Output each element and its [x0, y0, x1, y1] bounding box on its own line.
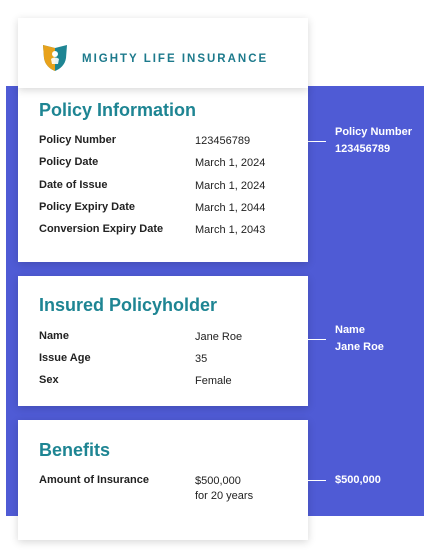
insured-policyholder-card — [18, 276, 308, 406]
row-value: March 1, 2043 — [195, 224, 266, 236]
row-value — [195, 474, 253, 504]
callout-label: Policy Number — [335, 126, 413, 138]
callout-connector — [308, 141, 326, 142]
term-value: for 20 years — [195, 490, 254, 502]
row-value: March 1, 2024 — [195, 157, 266, 169]
policy-information-card — [18, 86, 308, 262]
row-label: Issue Age — [39, 352, 91, 364]
row-value: 35 — [195, 353, 208, 365]
row-label: Sex — [39, 374, 59, 386]
row-label: Conversion Expiry Date — [39, 223, 164, 235]
callout-label: Name — [335, 324, 365, 336]
row-value: 123456789 — [195, 135, 251, 147]
policy-section-title: Policy Information — [39, 100, 197, 120]
callout-connector — [308, 339, 326, 340]
callout-value: Jane Roe — [335, 341, 384, 353]
brand-header-card — [18, 18, 308, 88]
callout-value: $500,000 — [335, 474, 381, 486]
insured-section-title: Insured Policyholder — [39, 295, 218, 315]
benefits-card — [18, 420, 308, 540]
brand-name: MIGHTY LIFE INSURANCE — [82, 53, 269, 65]
benefits-section-title: Benefits — [39, 440, 111, 460]
callout-value: 123456789 — [335, 143, 391, 155]
row-value: Female — [195, 375, 232, 387]
row-label: Policy Expiry Date — [39, 201, 135, 213]
row-label: Name — [39, 330, 69, 342]
row-label: Policy Number — [39, 134, 117, 146]
row-value: March 1, 2024 — [195, 180, 266, 192]
row-value: March 1, 2044 — [195, 202, 266, 214]
callout-connector — [308, 480, 326, 481]
row-label: Amount of Insurance — [39, 474, 150, 486]
shield-logo-icon — [40, 42, 70, 72]
row-label: Date of Issue — [39, 179, 108, 191]
row-value: Jane Roe — [195, 331, 243, 343]
amount-value: $500,000 — [195, 475, 241, 487]
row-label: Policy Date — [39, 156, 99, 168]
